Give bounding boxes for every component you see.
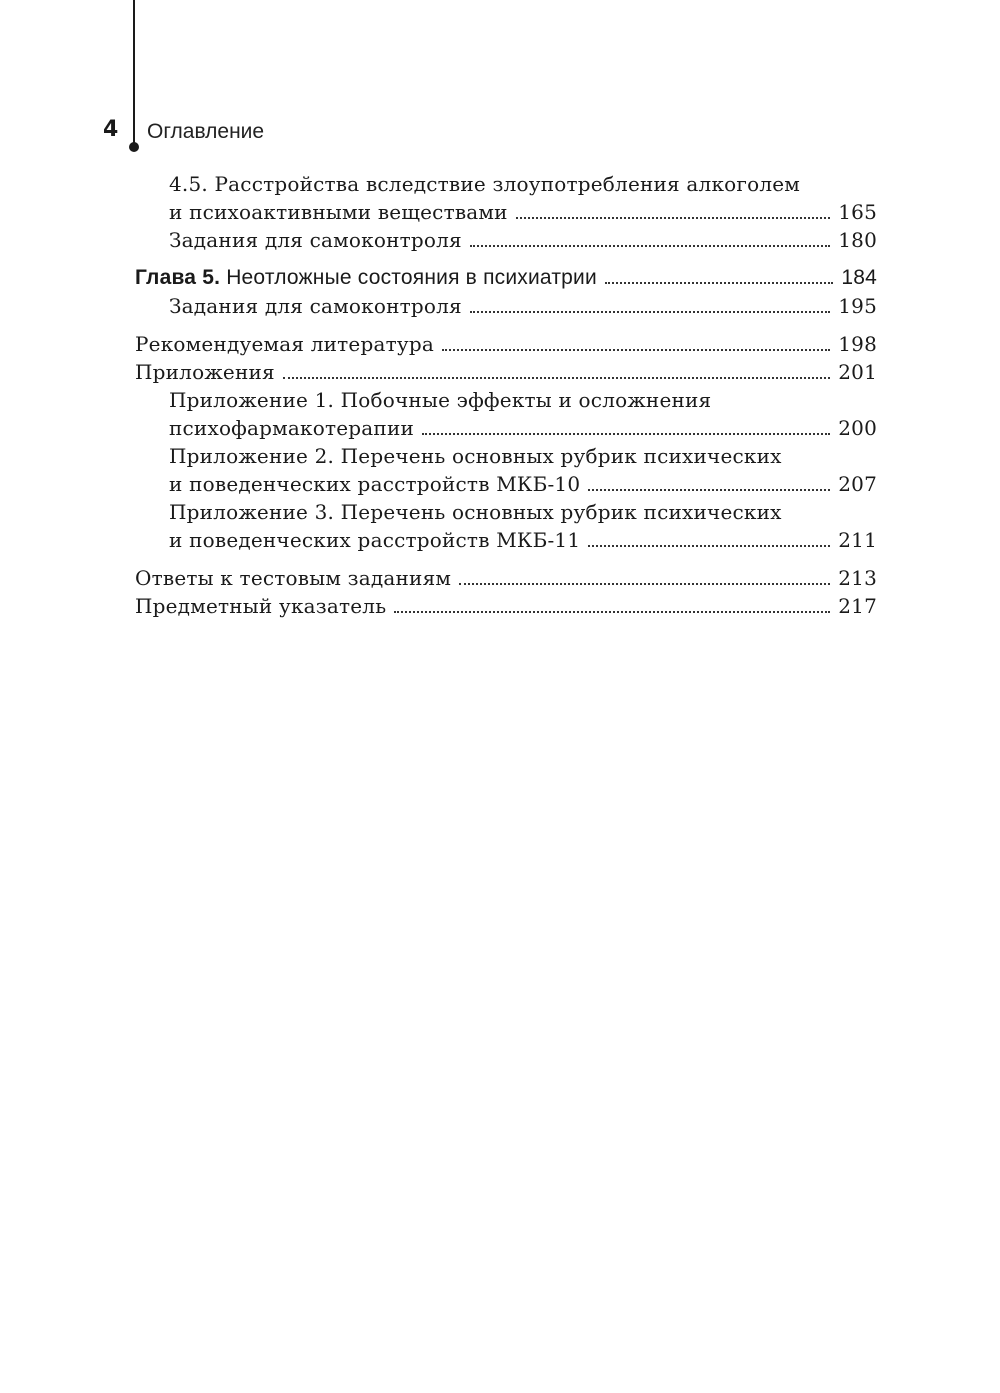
toc-entry-title-line1: Приложение 3. Перечень основных рубрик психических [169, 500, 782, 524]
margin-rule [133, 0, 135, 146]
toc-page-number: 217 [838, 594, 877, 618]
toc-entry-title: Задания для самоконтроля [169, 294, 462, 318]
chapter-label: Глава 5. [135, 266, 221, 289]
dot-leader [470, 245, 830, 247]
toc-page-number: 207 [838, 472, 877, 496]
toc-entry-title-line1: Приложение 1. Побочные эффекты и осложнения [169, 388, 712, 412]
toc-page-number: 165 [838, 200, 877, 224]
chapter-title: Неотложные состояния в психиатрии [226, 266, 597, 289]
dot-leader [394, 611, 830, 613]
toc-page-number: 200 [838, 416, 877, 440]
toc-entry-recommended-literature[interactable] [135, 330, 877, 358]
dot-leader [422, 433, 830, 435]
page-number: 4 [103, 117, 119, 142]
toc-page-number: 184 [841, 266, 877, 289]
margin-dot [129, 142, 139, 152]
toc-entry-subject-index[interactable] [135, 592, 877, 620]
toc-chapter-5[interactable] [135, 264, 877, 292]
toc-entry-appendix-2[interactable] [135, 442, 877, 498]
dot-leader [459, 583, 830, 585]
toc-entry-title-line2: и психоактивными веществами [169, 200, 508, 224]
dot-leader [516, 217, 831, 219]
toc-entry-title: Предметный указатель [135, 594, 387, 618]
toc-page-number: 211 [838, 528, 877, 552]
toc-page-number: 180 [838, 228, 877, 252]
toc-entry-title-line2: психофармакотерапии [169, 416, 415, 440]
toc-entry-appendix-3[interactable] [135, 498, 877, 554]
dot-leader [588, 489, 830, 491]
toc-entry-test-answers[interactable] [135, 564, 877, 592]
dot-leader [470, 311, 830, 313]
toc-entry-4-5[interactable] [135, 170, 877, 226]
toc-entry-appendices[interactable] [135, 358, 877, 386]
toc-page-number: 198 [838, 332, 877, 356]
toc-entry-title-line1: Приложение 2. Перечень основных рубрик психических [169, 444, 782, 468]
toc-entry-self-check-4[interactable] [135, 226, 877, 254]
toc-entry-title: Рекомендуемая литература [135, 332, 434, 356]
dot-leader [588, 545, 830, 547]
toc-page-number: 201 [838, 360, 877, 384]
table-of-contents [135, 170, 877, 620]
dot-leader [283, 377, 830, 379]
toc-entry-title-line2: и поведенческих расстройств МКБ-10 [169, 472, 581, 496]
toc-page-number: 213 [838, 566, 877, 590]
toc-entry-title: Приложения [135, 360, 275, 384]
toc-entry-title: Задания для самоконтроля [169, 228, 462, 252]
toc-entry-self-check-5[interactable] [135, 292, 877, 320]
dot-leader [605, 282, 833, 284]
toc-page-number: 195 [838, 294, 877, 318]
toc-entry-appendix-1[interactable] [135, 386, 877, 442]
running-title: Оглавление [147, 120, 265, 143]
toc-entry-title-line1: 4.5. Расстройства вследствие злоупотребления алкоголем [169, 172, 801, 196]
dot-leader [442, 349, 830, 351]
toc-entry-title-line2: и поведенческих расстройств МКБ-11 [169, 528, 581, 552]
toc-entry-title: Ответы к тестовым заданиям [135, 566, 452, 590]
